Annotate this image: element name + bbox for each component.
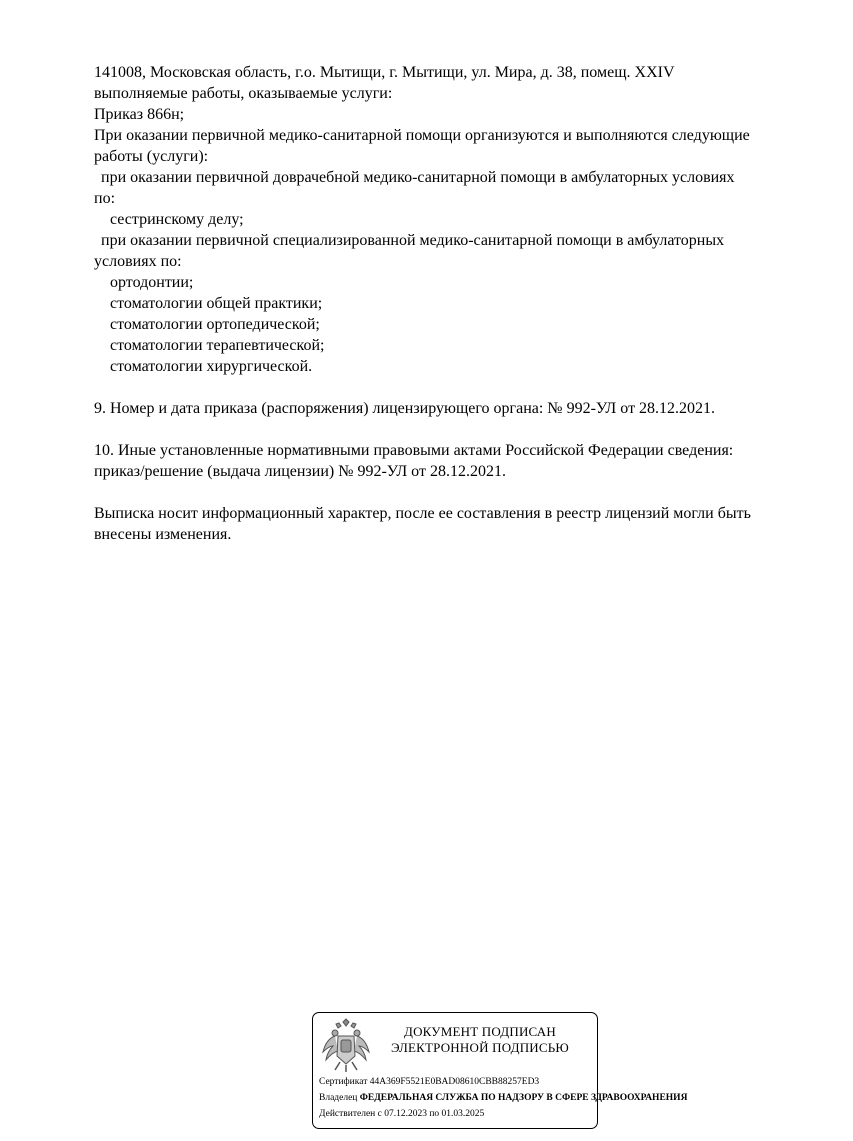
electronic-signature-stamp: [312, 1012, 688, 1129]
other-info-line: 10. Иные установленные нормативными правовыми актами Российской Федерации сведения:: [94, 442, 734, 459]
owner-label: Владелец: [319, 1093, 358, 1103]
service-item: стоматологии общей практики;: [110, 295, 323, 312]
text-line: При оказании первичной медико-санитарной помощи организуются и выполняются следующие: [94, 127, 750, 144]
validity-line: Действителен с 07.12.2023 по 01.03.2025: [319, 1109, 485, 1119]
other-info-line: приказ/решение (выдача лицензии) № 992-УЛ от 28.12.2021.: [94, 463, 506, 480]
text-line: при оказании первичной специализированной медико-санитарной помощи в амбулаторных: [101, 232, 725, 249]
service-item: сестринскому делу;: [110, 211, 244, 228]
service-item: стоматологии ортопедической;: [110, 316, 320, 333]
order-number-line: 9. Номер и дата приказа (распоряжения) лицензирующего органа: № 992-УЛ от 28.12.2021.: [94, 400, 716, 417]
disclaimer-line: Выписка носит информационный характер, после ее составления в реестр лицензий могли быть: [94, 505, 751, 522]
text-line: условиях по:: [94, 253, 182, 270]
order-reference: Приказ 866н;: [94, 106, 185, 123]
certificate-label: Сертификат: [319, 1077, 368, 1087]
double-headed-eagle-icon: [321, 1018, 371, 1074]
certificate-value: 44A369F5521E0BAD08610CBB88257ED3: [369, 1077, 540, 1087]
text-line: при оказании первичной доврачебной медико-санитарной помощи в амбулаторных условиях: [101, 169, 735, 186]
service-item: стоматологии терапевтической;: [110, 337, 325, 354]
disclaimer-line: внесены изменения.: [94, 526, 232, 543]
stamp-title-line2: ЭЛЕКТРОННОЙ ПОДПИСЬЮ: [391, 1040, 569, 1055]
service-item: стоматологии хирургической.: [110, 358, 313, 375]
service-item: ортодонтии;: [110, 274, 194, 291]
address-line: 141008, Московская область, г.о. Мытищи, г. Мытищи, ул. Мира, д. 38, помещ. XXIV: [94, 64, 675, 81]
certificate-line: [319, 1077, 539, 1087]
text-line: по:: [94, 190, 116, 207]
stamp-title-line1: ДОКУМЕНТ ПОДПИСАН: [404, 1024, 556, 1039]
text-line: работы (услуги):: [94, 148, 209, 165]
owner-value: ФЕДЕРАЛЬНАЯ СЛУЖБА ПО НАДЗОРУ В СФЕРЕ ЗДРАВООХРАНЕНИЯ: [359, 1093, 688, 1103]
works-heading: выполняемые работы, оказываемые услуги:: [94, 85, 393, 102]
owner-line: [319, 1093, 687, 1103]
